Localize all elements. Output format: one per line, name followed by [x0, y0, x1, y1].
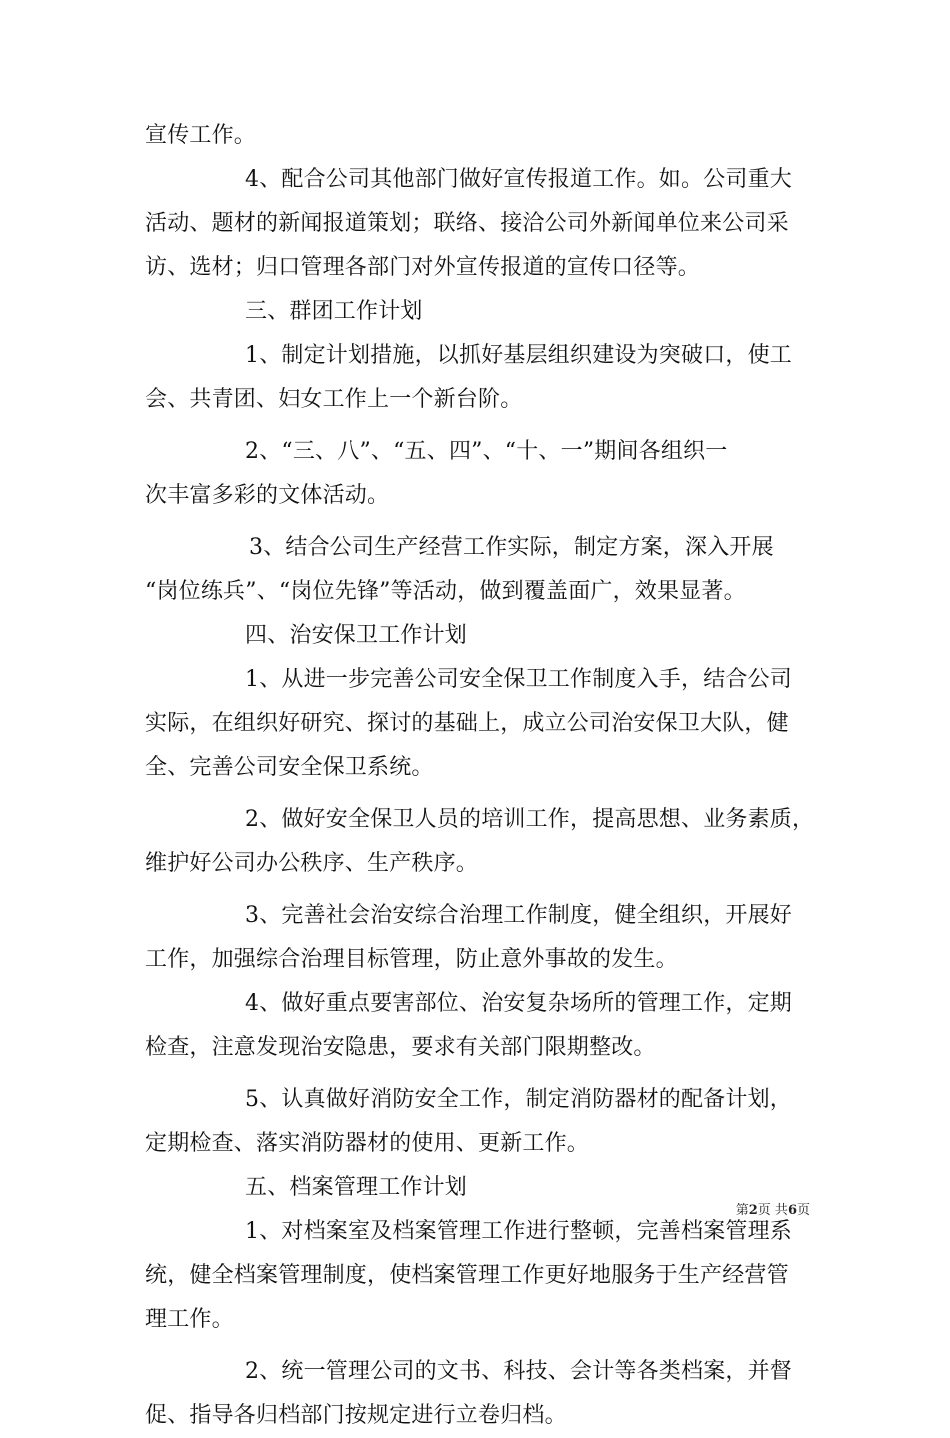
current-page-number: 2: [748, 1203, 758, 1218]
text-line: 维护好公司办公秩序、生产秩序。: [145, 851, 479, 876]
text-line: 3、完善社会治安综合治理工作制度，健全组织，开展好: [245, 903, 792, 928]
text-line: “岗位练兵”、“岗位先锋”等活动，做到覆盖面广，效果显著。: [145, 579, 746, 604]
section-heading: 三、群团工作计划: [245, 299, 423, 324]
text-line: 4、配合公司其他部门做好宣传报道工作。如。公司重大: [245, 167, 792, 192]
text-line: 促、指导各归档部门按规定进行立卷归档。: [145, 1403, 567, 1428]
text-line: 1、制定计划措施，以抓好基层组织建设为突破口，使工: [245, 343, 792, 368]
text-line: 实际，在组织好研究、探讨的基础上，成立公司治安保卫大队，健: [145, 711, 789, 736]
text-line: 宣传工作。: [145, 123, 257, 148]
text-line: 5、认真做好消防安全工作，制定消防器材的配备计划，: [245, 1087, 792, 1112]
text-line: 工作，加强综合治理目标管理，防止意外事故的发生。: [145, 947, 678, 972]
text-line: 1、从进一步完善公司安全保卫工作制度入手，结合公司: [245, 667, 792, 692]
text-line: 4、做好重点要害部位、治安复杂场所的管理工作，定期: [245, 991, 792, 1016]
text-line: 访、选材；归口管理各部门对外宣传报道的宣传口径等。: [145, 255, 701, 280]
text-line: 全、完善公司安全保卫系统。: [145, 755, 434, 780]
text-line: 会、共青团、妇女工作上一个新台阶。: [145, 387, 523, 412]
text-line: 理工作。: [145, 1307, 234, 1332]
footer-middle: 页 共: [757, 1203, 788, 1218]
text-line: 统，健全档案管理制度，使档案管理工作更好地服务于生产经营管: [145, 1263, 789, 1288]
text-line: 2、“三、八”、“五、四”、“十、一”期间各组织一: [245, 439, 728, 464]
document-body: [145, 114, 815, 1438]
page-number-footer: [700, 1201, 810, 1221]
section-heading: 五、档案管理工作计划: [245, 1175, 468, 1200]
total-page-number: 6: [787, 1203, 797, 1218]
text-line: 次丰富多彩的文体活动。: [145, 483, 390, 508]
section-heading: 四、治安保卫工作计划: [245, 623, 468, 648]
footer-prefix: 第: [735, 1203, 749, 1218]
text-line: 2、做好安全保卫人员的培训工作，提高思想、业务素质，: [245, 807, 815, 832]
text-line: 1、对档案室及档案管理工作进行整顿，完善档案管理系: [245, 1219, 792, 1244]
text-line: 检查，注意发现治安隐患，要求有关部门限期整改。: [145, 1035, 656, 1060]
footer-suffix: 页: [796, 1203, 810, 1218]
text-line: 活动、题材的新闻报道策划；联络、接洽公司外新闻单位来公司采: [145, 211, 789, 236]
text-line: 2、统一管理公司的文书、科技、会计等各类档案，并督: [245, 1359, 792, 1384]
text-line: 3、结合公司生产经营工作实际，制定方案，深入开展: [249, 535, 774, 560]
text-line: 定期检查、落实消防器材的使用、更新工作。: [145, 1131, 590, 1156]
